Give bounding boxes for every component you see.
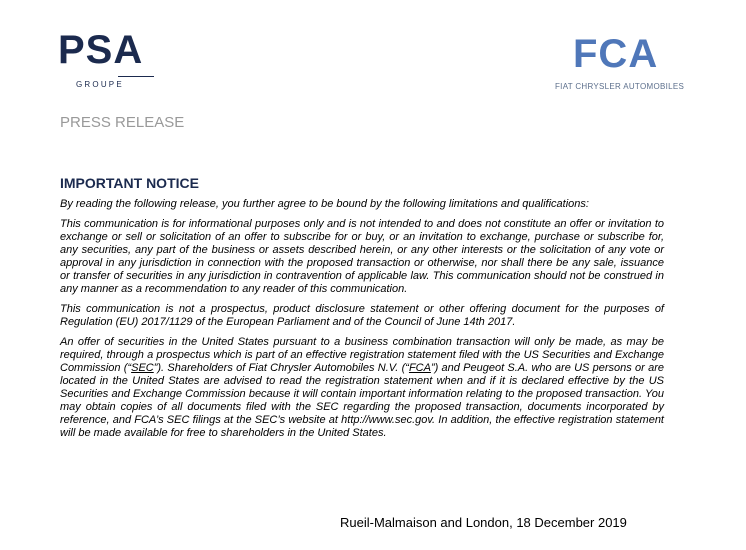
press-release-heading: PRESS RELEASE xyxy=(60,114,185,131)
fca-logo-mark: FCA xyxy=(573,32,659,76)
sec-defined-term: SEC xyxy=(131,362,154,374)
psa-logo-rule xyxy=(118,76,154,77)
para3-text-a: An offer of securities in the United States pursuant to a business combination transaction will only be made, as may be required, through a prospectus which is part of an effective registration statement filed with the US Securities and Exchange Commission (“ xyxy=(60,336,664,374)
important-notice-title: IMPORTANT NOTICE xyxy=(60,175,199,191)
notice-body xyxy=(60,198,664,447)
notice-intro: By reading the following release, you further agree to be bound by the following limitations and qualifications: xyxy=(60,198,589,210)
para3-text-c: ”) and Peugeot S.A. who are US persons or are located in the United States are advised to read the registration statement when and if it is declared effective by the US Securities and Exchange Commission because it will contain important information relating to the proposed transaction. You may obtain copies of all documents filed with the SEC regarding the proposed transaction, documents incorporated by reference, and FCA’s SEC filings at the SEC’s website at http://www.sec.gov. In addition, the effective registration statement will be made available for free to shareholders in the United States. xyxy=(60,362,664,439)
notice-paragraph-3 xyxy=(60,336,664,440)
psa-logo-subtitle: GROUPE xyxy=(76,80,124,89)
psa-groupe-logo xyxy=(58,28,158,89)
dateline: Rueil-Malmaison and London, 18 December 2019 xyxy=(340,515,627,530)
fca-defined-term: FCA xyxy=(408,362,431,374)
para3-text-b: ”). Shareholders of Fiat Chrysler Automobiles N.V. (“ xyxy=(153,362,409,374)
notice-paragraph-2: This communication is not a prospectus, product disclosure statement or other offering document for the purposes of Regulation (EU) 2017/1129 of the European Parliament and of the Council of June 14th 2017. xyxy=(60,303,664,328)
psa-logo-mark: PSA xyxy=(58,28,144,72)
notice-paragraph-1: This communication is for informational purposes only and is not intended to and does not constitute an offer or invitation to exchange or sell or solicitation of an offer to subscribe for or buy, or an invitation to exchange, purchase or subscribe for, any securities, any part of the business or assets described herein, or any other interests or the solicitation of any vote or approval in any jurisdiction in connection with the proposed transaction or otherwise, nor shall there be any sale, issuance or transfer of securities in any jurisdiction in contravention of applicable law. This communication should not be construed in any manner as a recommendation to any reader of this communication. xyxy=(60,218,664,295)
fca-logo-subtitle: FIAT CHRYSLER AUTOMOBILES xyxy=(555,82,685,91)
